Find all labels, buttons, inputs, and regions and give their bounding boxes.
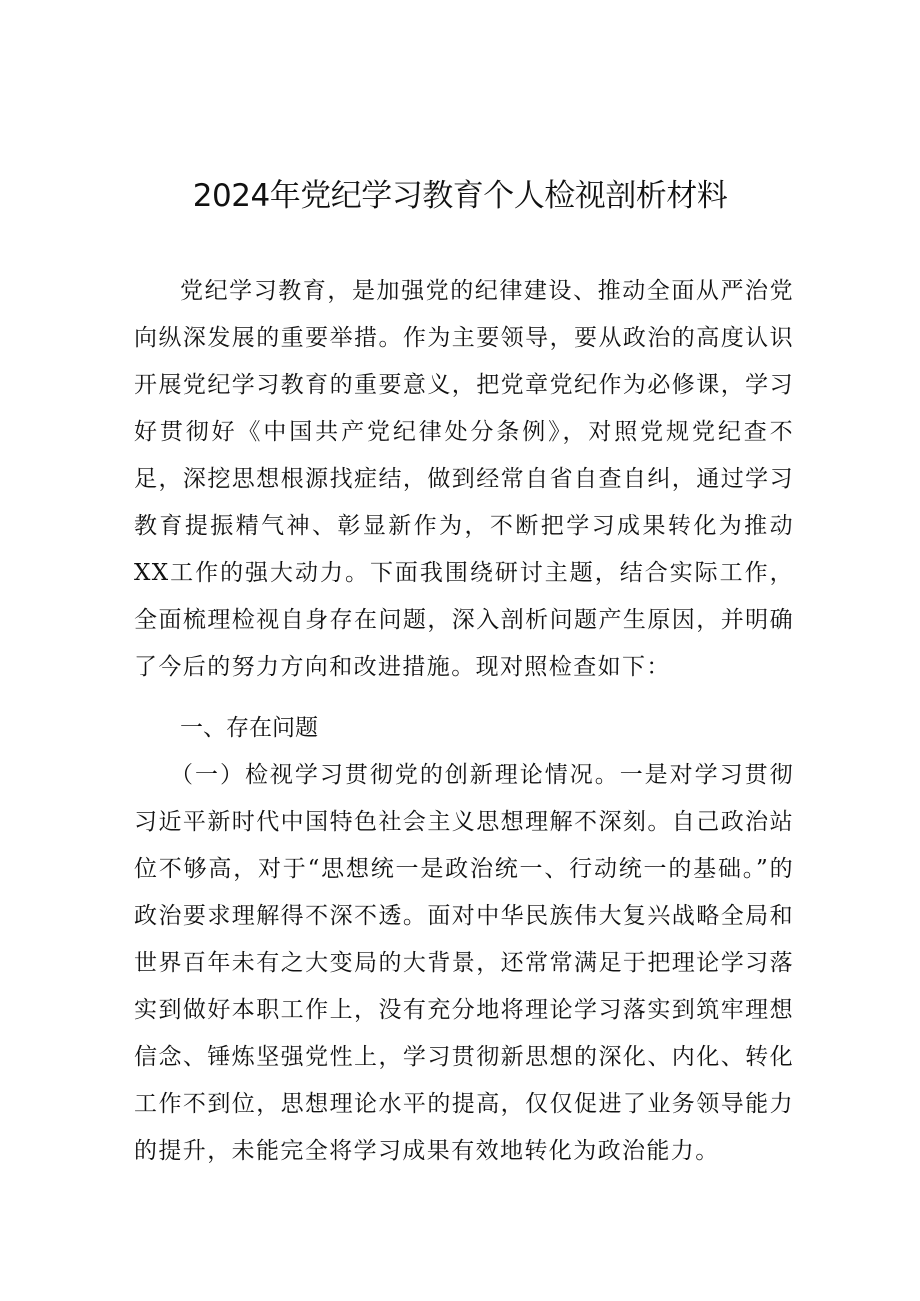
document-title: 2024年党纪学习教育个人检视剖析材料 bbox=[192, 178, 728, 214]
section-heading: 一、存在问题 bbox=[180, 715, 318, 741]
intro-paragraph: 党纪学习教育，是加强党的纪律建设、推动全面从严治党向纵深发展的重要举措。作为主要领导，要从政治的高度认识开展党纪学习教育的重要意义，把党章党纪作为必修课，学习好贯彻好《中国共产党纪律处分条例》，对照党规党纪查不足，深挖思想根源找症结，做到经常自省自查自纠，通过学习教育提振精气神、彰显新作为，不断把学习成果转化为推动XX工作的强大动力。下面我围绕研讨主题，结合实际工作，全面梳理检视自身存在问题，深入剖析问题产生原因，并明确了今后的努力方向和改进措施。现对照检查如下： bbox=[134, 278, 794, 680]
section-paragraph: （一）检视学习贯彻党的创新理论情况。一是对学习贯彻习近平新时代中国特色社会主义思想理解不深刻。自己政治站位不够高，对于“思想统一是政治统一、行动统一的基础。”的政治要求理解得不深不透。面对中华民族伟大复兴战略全局和世界百年未有之大变局的大背景，还常常满足于把理论学习落实到做好本职工作上，没有充分地将理论学习落实到筑牢理想信念、锤炼坚强党性上，学习贯彻新思想的深化、内化、转化工作不到位，思想理论水平的提高，仅仅促进了业务领导能力的提升，未能完全将学习成果有效地转化为政治能力。 bbox=[134, 762, 794, 1164]
